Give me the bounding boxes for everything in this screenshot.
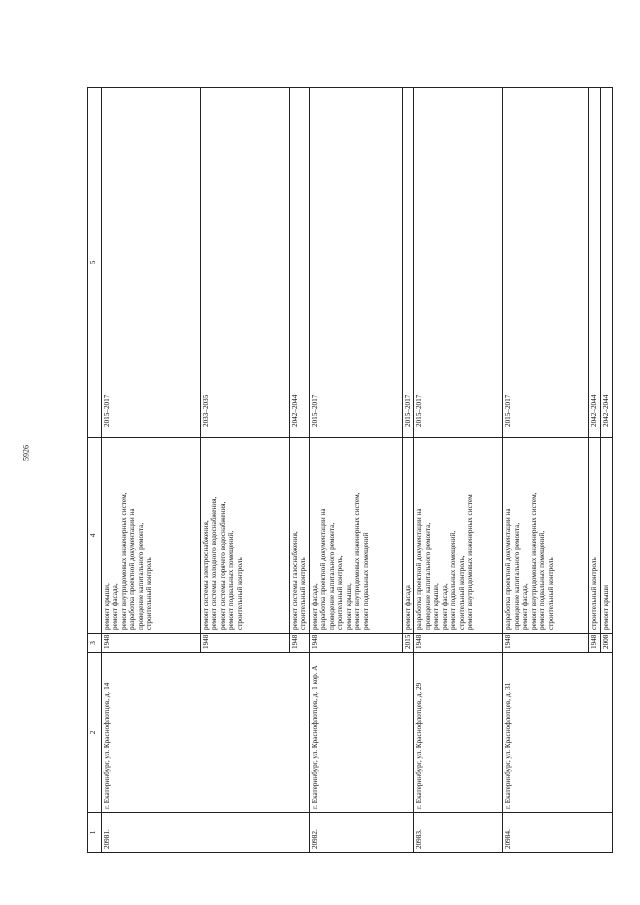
work-item: ремонт подвальных помещений, bbox=[538, 530, 547, 630]
header-col-2: 2 bbox=[88, 653, 102, 813]
works-list bbox=[309, 438, 402, 634]
period: 2015–2017 bbox=[102, 88, 201, 438]
work-item: проведение капитального ремонта, bbox=[512, 522, 521, 630]
work-item: ремонт внутридомовых инженерных систем, bbox=[119, 492, 128, 630]
work-item: ремонт фасада, bbox=[521, 583, 530, 630]
period: 2015–2017 bbox=[414, 88, 503, 438]
build-year: 1948 bbox=[589, 634, 601, 653]
period: 2033–2035 bbox=[201, 88, 290, 438]
work-item: разработка проектной документации на bbox=[319, 508, 328, 630]
period: 2015–2017 bbox=[402, 88, 413, 438]
work-item: проведение капитального ремонта, bbox=[327, 522, 336, 630]
header-col-5: 5 bbox=[88, 88, 102, 438]
build-year: 2015 bbox=[402, 634, 413, 653]
address: г. Екатеринбург, ул. Краснофлотцев, д. 1 кор. А bbox=[309, 653, 413, 813]
build-year: 2008 bbox=[601, 634, 613, 653]
address: г. Екатеринбург, ул. Краснофлотцев, д. 29 bbox=[414, 653, 503, 813]
work-item: строительный контроль bbox=[235, 557, 244, 630]
work-item: проведение капитального ремонта, bbox=[423, 522, 432, 630]
address: г. Екатеринбург, ул. Краснофлотцев, д. 14 bbox=[102, 653, 310, 813]
period: 2015–2017 bbox=[503, 88, 589, 438]
work-item: строительный контроль, bbox=[457, 555, 466, 630]
table-row bbox=[414, 88, 503, 853]
build-year: 1948 bbox=[201, 634, 290, 653]
works-list bbox=[601, 438, 613, 634]
address: г. Екатеринбург, ул. Краснофлотцев, д. 31 bbox=[503, 653, 613, 813]
work-item: проведение капитального ремонта, bbox=[136, 522, 145, 630]
build-year: 1948 bbox=[414, 634, 503, 653]
period: 2015–2017 bbox=[309, 88, 402, 438]
work-item: ремонт системы газоснабжения, bbox=[291, 531, 299, 630]
work-item: разработка проектной документации на bbox=[128, 508, 137, 630]
works-list bbox=[290, 438, 310, 634]
build-year: 1948 bbox=[309, 634, 402, 653]
works-list bbox=[102, 438, 201, 634]
work-item: разработка проектной документации на bbox=[415, 508, 424, 630]
build-year: 1948 bbox=[503, 634, 589, 653]
work-item: строительный контроль bbox=[590, 557, 599, 630]
page-number: 5926 bbox=[21, 445, 31, 461]
period: 2042–2044 bbox=[589, 88, 601, 438]
work-item: строительный контроль bbox=[299, 557, 308, 630]
work-item: строительный контроль, bbox=[336, 555, 345, 630]
work-item: ремонт крыши, bbox=[103, 583, 111, 630]
works-list bbox=[201, 438, 290, 634]
row-number: 20981. bbox=[102, 813, 310, 853]
table-row bbox=[102, 88, 201, 853]
work-item: ремонт фасада, bbox=[111, 583, 120, 630]
work-item: ремонт подвальных помещений, bbox=[227, 530, 236, 630]
work-item: ремонт системы горячего водоснабжения, bbox=[218, 501, 227, 630]
header-col-1: 1 bbox=[88, 813, 102, 853]
work-item: ремонт подвальных помещений, bbox=[449, 530, 458, 630]
row-number: 20982. bbox=[309, 813, 413, 853]
work-item: ремонт фасада, bbox=[440, 583, 449, 630]
work-item: разработка проектной документации на bbox=[504, 508, 513, 630]
work-item: ремонт фасада bbox=[403, 585, 412, 630]
work-item: строительный контроль bbox=[145, 557, 154, 630]
header-col-4: 4 bbox=[88, 438, 102, 634]
build-year: 1948 bbox=[102, 634, 201, 653]
work-item: ремонт внутридомовых инженерных систем, bbox=[353, 492, 362, 630]
build-year: 1948 bbox=[290, 634, 310, 653]
capital-repair-table bbox=[87, 87, 613, 853]
period: 2042–2044 bbox=[290, 88, 310, 438]
works-list bbox=[414, 438, 503, 634]
work-item: ремонт системы электроснабжения, bbox=[202, 520, 210, 630]
work-item: ремонт крыши, bbox=[432, 583, 441, 630]
table-row bbox=[309, 88, 402, 853]
work-item: ремонт крыши, bbox=[344, 583, 353, 630]
work-item: строительный контроль bbox=[546, 557, 555, 630]
rotated-table-container bbox=[87, 88, 611, 853]
work-item: ремонт системы холодного водоснабжения, bbox=[210, 496, 219, 630]
works-list bbox=[503, 438, 589, 634]
works-list bbox=[402, 438, 413, 634]
table-row bbox=[503, 88, 589, 853]
work-item: ремонт крыши bbox=[602, 584, 611, 630]
header-col-3: 3 bbox=[88, 634, 102, 653]
work-item: ремонт внутридомовых инженерных систем bbox=[466, 494, 475, 630]
work-item: ремонт фасада, bbox=[310, 583, 319, 630]
work-item: ремонт внутридомовых инженерных систем, bbox=[529, 492, 538, 630]
header-row bbox=[88, 88, 102, 853]
row-number: 20983. bbox=[414, 813, 503, 853]
row-number: 20984. bbox=[503, 813, 613, 853]
period: 2042–2044 bbox=[601, 88, 613, 438]
works-list bbox=[589, 438, 601, 634]
work-item: ремонт подвальных помещений bbox=[361, 532, 370, 630]
